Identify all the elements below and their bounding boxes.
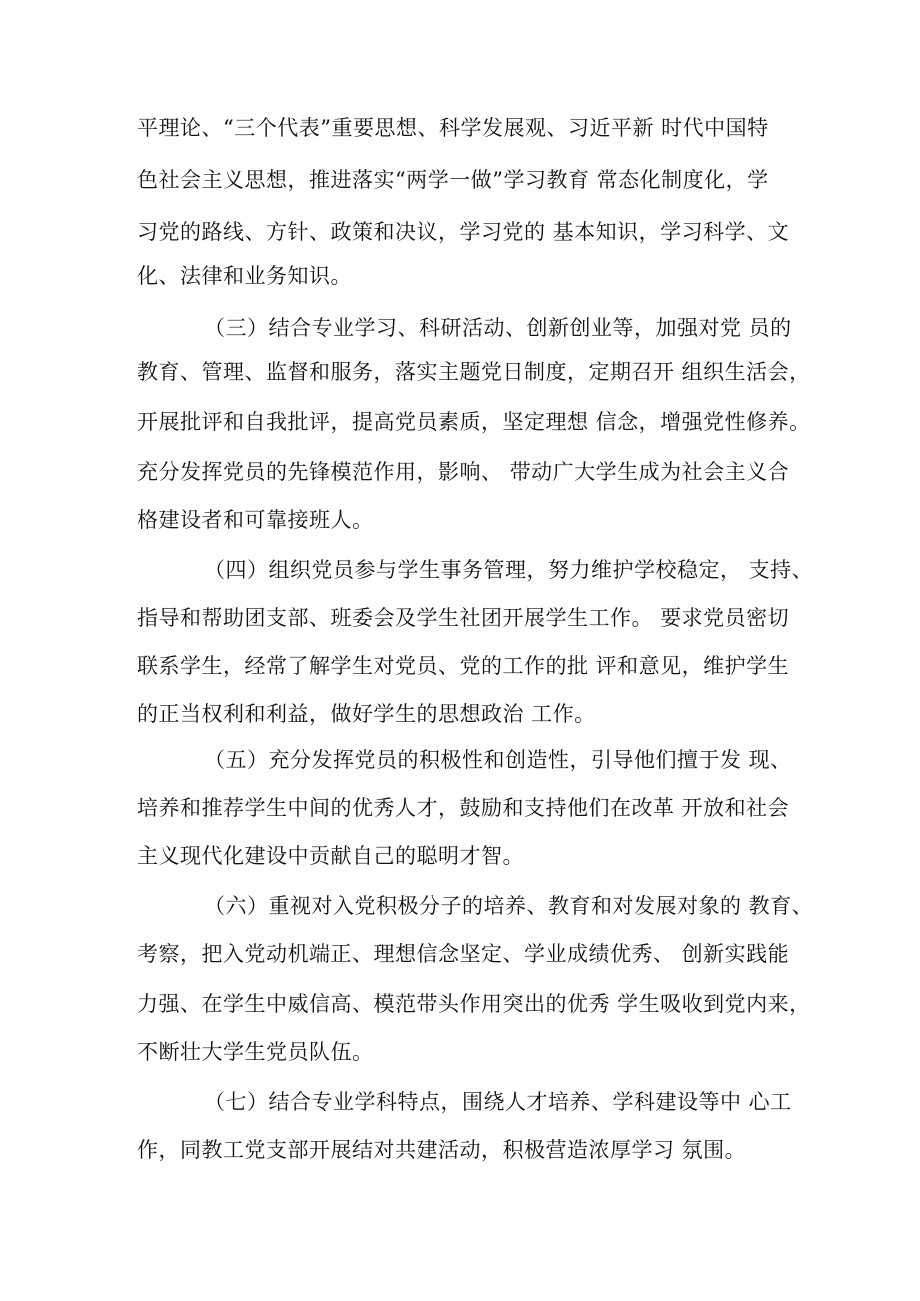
text-line: 充分发挥党员的先锋模范作用，影响、 带动广大学生成为社会主义合	[137, 460, 790, 484]
text-line: 指导和帮助团支部、班委会及学生社团开展学生工作。 要求党员密切	[137, 606, 790, 630]
text-line: 不断壮大学生党员队伍。	[137, 1040, 374, 1064]
text-line: 培养和推荐学生中间的优秀人才，鼓励和支持他们在改革 开放和社会	[137, 796, 790, 820]
text-line: 联系学生，经常了解学生对党员、党的工作的批 评和意见，维护学生	[137, 654, 790, 678]
text-line: 色社会主义思想，推进落实“两学一做”学习教育 常态化制度化，学	[137, 168, 769, 192]
text-line: （三）结合专业学习、科研活动、创新创业等，加强对党 员的	[204, 316, 792, 340]
text-line: 化、法律和业务知识。	[137, 264, 352, 288]
text-line: 格建设者和可靠接班人。	[137, 508, 374, 532]
text-line: 平理论、“三个代表”重要思想、科学发展观、习近平新 时代中国特	[137, 116, 769, 140]
text-line: （四）组织党员参与学生事务管理，努力维护学校稳定， 支持、	[204, 558, 814, 582]
text-line: 的正当权利和利益，做好学生的思想政治 工作。	[137, 702, 596, 726]
text-line: 作，同教工党支部开展结对共建活动，积极营造浓厚学习 氛围。	[137, 1138, 747, 1162]
text-line: 习党的路线、方针、政策和决议，学习党的 基本知识，学习科学、文	[137, 220, 790, 244]
text-line: 教育、管理、监督和服务，落实主题党日制度，定期召开 组织生活会，	[137, 360, 811, 384]
text-line: 力强、在学生中威信高、模范带头作用突出的优秀 学生吸收到党内来，	[137, 992, 811, 1016]
text-line: （六）重视对入党积极分子的培养、教育和对发展对象的 教育、	[204, 894, 814, 918]
text-line: （七）结合专业学科特点，围绕人才培养、学科建设等中 心工	[204, 1090, 792, 1114]
text-line: 主义现代化建设中贡献自己的聪明才智。	[137, 844, 524, 868]
text-line: 开展批评和自我批评，提高党员素质，坚定理想 信念，增强党性修养。	[137, 410, 811, 434]
text-line: 考察，把入党动机端正、理想信念坚定、学业成绩优秀、 创新实践能	[137, 942, 790, 966]
text-line: （五）充分发挥党员的积极性和创造性，引导他们擅于发 现、	[204, 748, 792, 772]
